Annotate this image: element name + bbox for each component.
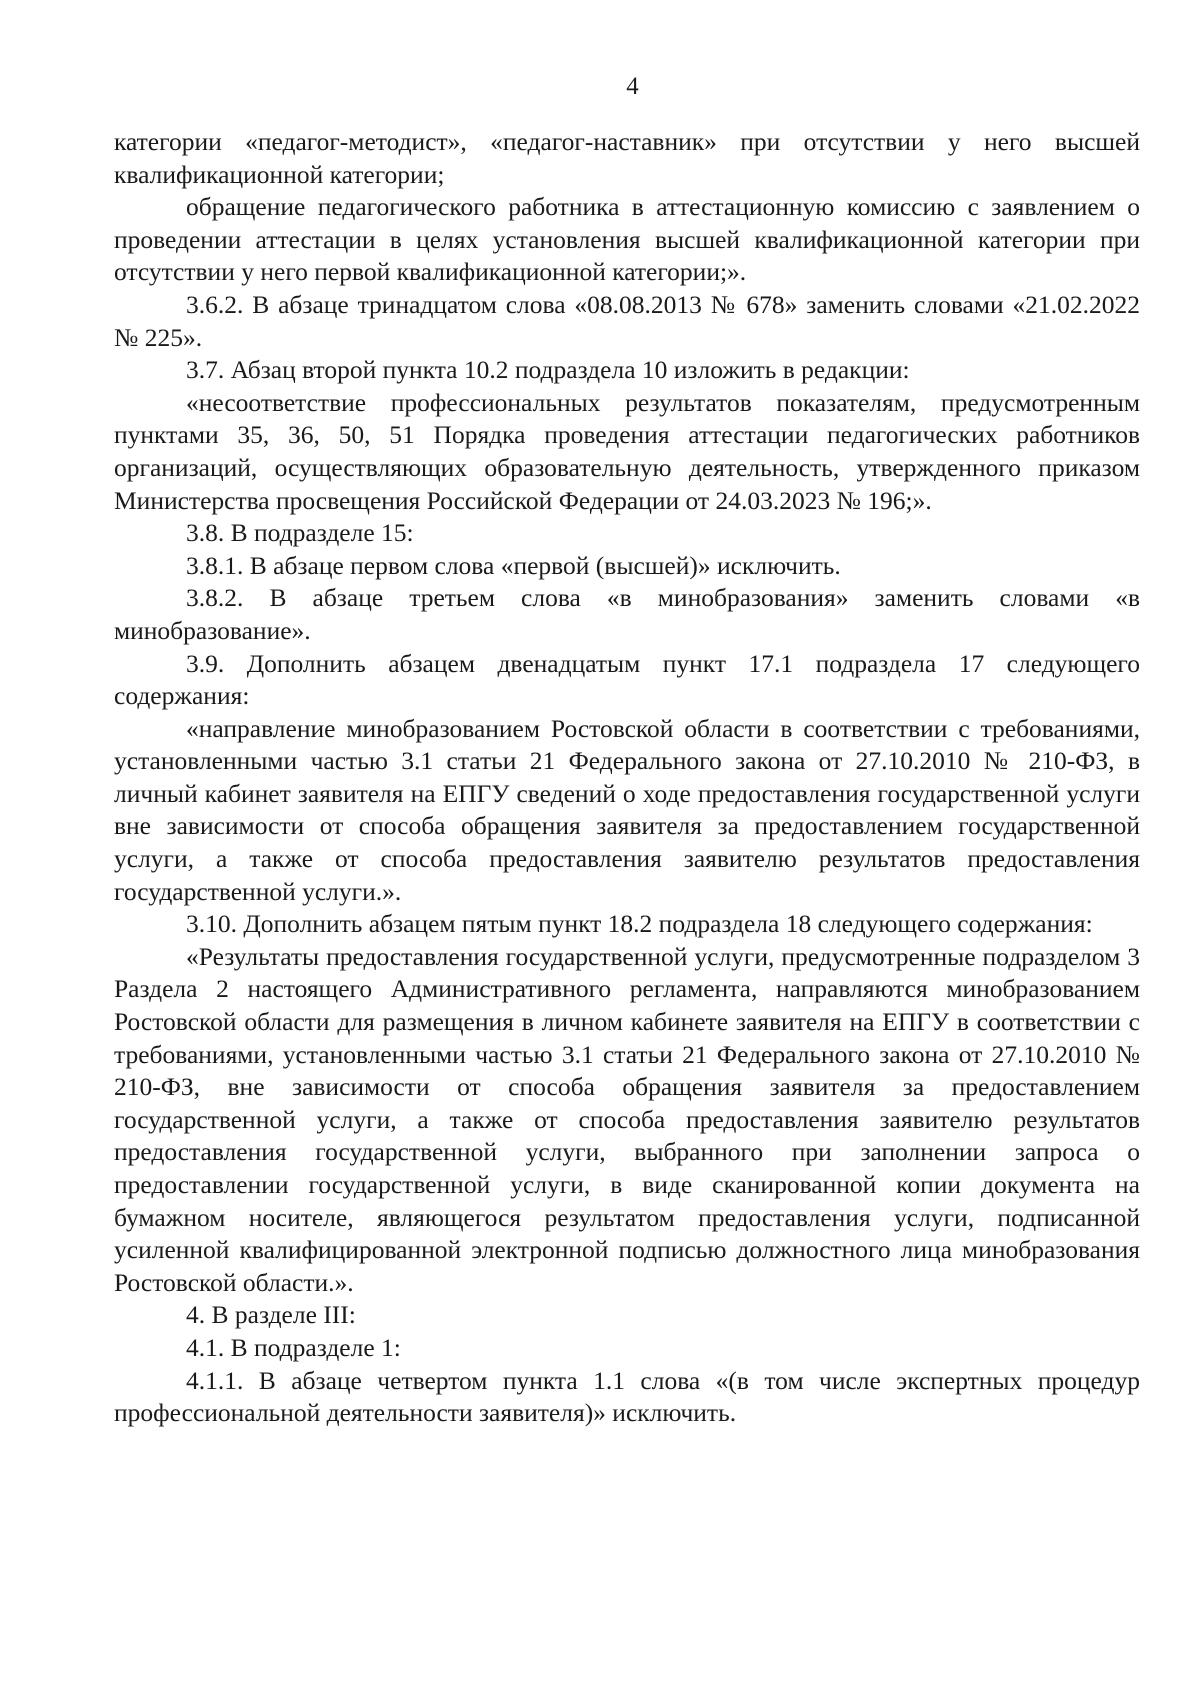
paragraph: «несоответствие профессиональных результатов показателям, предусмотренным пунктами 35, 36, 50, 51 Порядка проведения аттестации педагогических работников организаций, осуществляющих образовательную деятельность, утвержденного приказом Министерства просвещения Российской Федерации от 24.03.2023 № 196;».: [114, 387, 1140, 515]
paragraph: обращение педагогического работника в аттестационную комиссию с заявлением о проведении аттестации в целях установления высшей квалификационной категории при отсутствии у него первой квалификационной категории;».: [114, 192, 1140, 287]
paragraph: 3.8. В подразделе 15:: [186, 518, 414, 548]
paragraph: 3.10. Дополнить абзацем пятым пункт 18.2 подраздела 18 следующего содержания:: [186, 909, 1093, 939]
paragraph: 3.6.2. В абзаце тринадцатом слова «08.08.2013 № 678» заменить словами «21.02.2022 № 225».: [114, 289, 1140, 352]
paragraph: 4.1.1. В абзаце четвертом пункта 1.1 слова «(в том числе экспертных процедур профессиональной деятельности заявителя)» исключить.: [114, 1365, 1140, 1428]
paragraph: 4. В разделе III:: [186, 1300, 356, 1330]
paragraph: 4.1. В подразделе 1:: [186, 1332, 401, 1362]
paragraph: 3.8.2. В абзаце третьем слова «в минобразования» заменить словами «в минобразование».: [114, 583, 1140, 645]
paragraph-continuation: категории «педагог-методист», «педагог-наставник» при отсутствии у него высшей квалификационной категории;: [114, 127, 1140, 189]
paragraph: 3.8.1. В абзаце первом слова «первой (высшей)» исключить.: [186, 550, 841, 580]
paragraph: «направление минобразованием Ростовской области в соответствии с требованиями, установленными частью 3.1 статьи 21 Федерального закона от 27.10.2010 № 210-ФЗ, в личный кабинет заявителя на ЕПГУ сведений о ходе предоставления государственной услуги вне зависимости от способа обращения заявителя за предоставлением государственной услуги, а также от способа предоставления заявителю результатов предоставления государственной услуги.».: [114, 713, 1140, 906]
page-number: 4: [626, 73, 639, 100]
paragraph: 3.9. Дополнить абзацем двенадцатым пункт 17.1 подраздела 17 следующего содержания:: [114, 648, 1140, 711]
paragraph: 3.7. Абзац второй пункта 10.2 подраздела 10 изложить в редакции:: [186, 355, 910, 385]
paragraph: «Результаты предоставления государственной услуги, предусмотренные подразделом 3 Раздела 2 настоящего Административного регламента, направляются минобразованием Ростовской области для размещения в личном кабинете заявителя на ЕПГУ в соответствии с требованиями, установленными частью 3.1 статьи 21 Федерального закона от 27.10.2010 № 210-ФЗ, вне зависимости от способа обращения заявителя за предоставлением государственной услуги, а также от способа предоставления заявителю результатов предоставления государственной услуги, выбранного при заполнении запроса о предоставлении государственной услуги, в виде сканированной копии документа на бумажном носителе, являющегося результатом предоставления услуги, подписанной усиленной квалифицированной электронной подписью должностного лица минобразования Ростовской области.».: [114, 941, 1140, 1297]
document-body: [114, 126, 1140, 1430]
